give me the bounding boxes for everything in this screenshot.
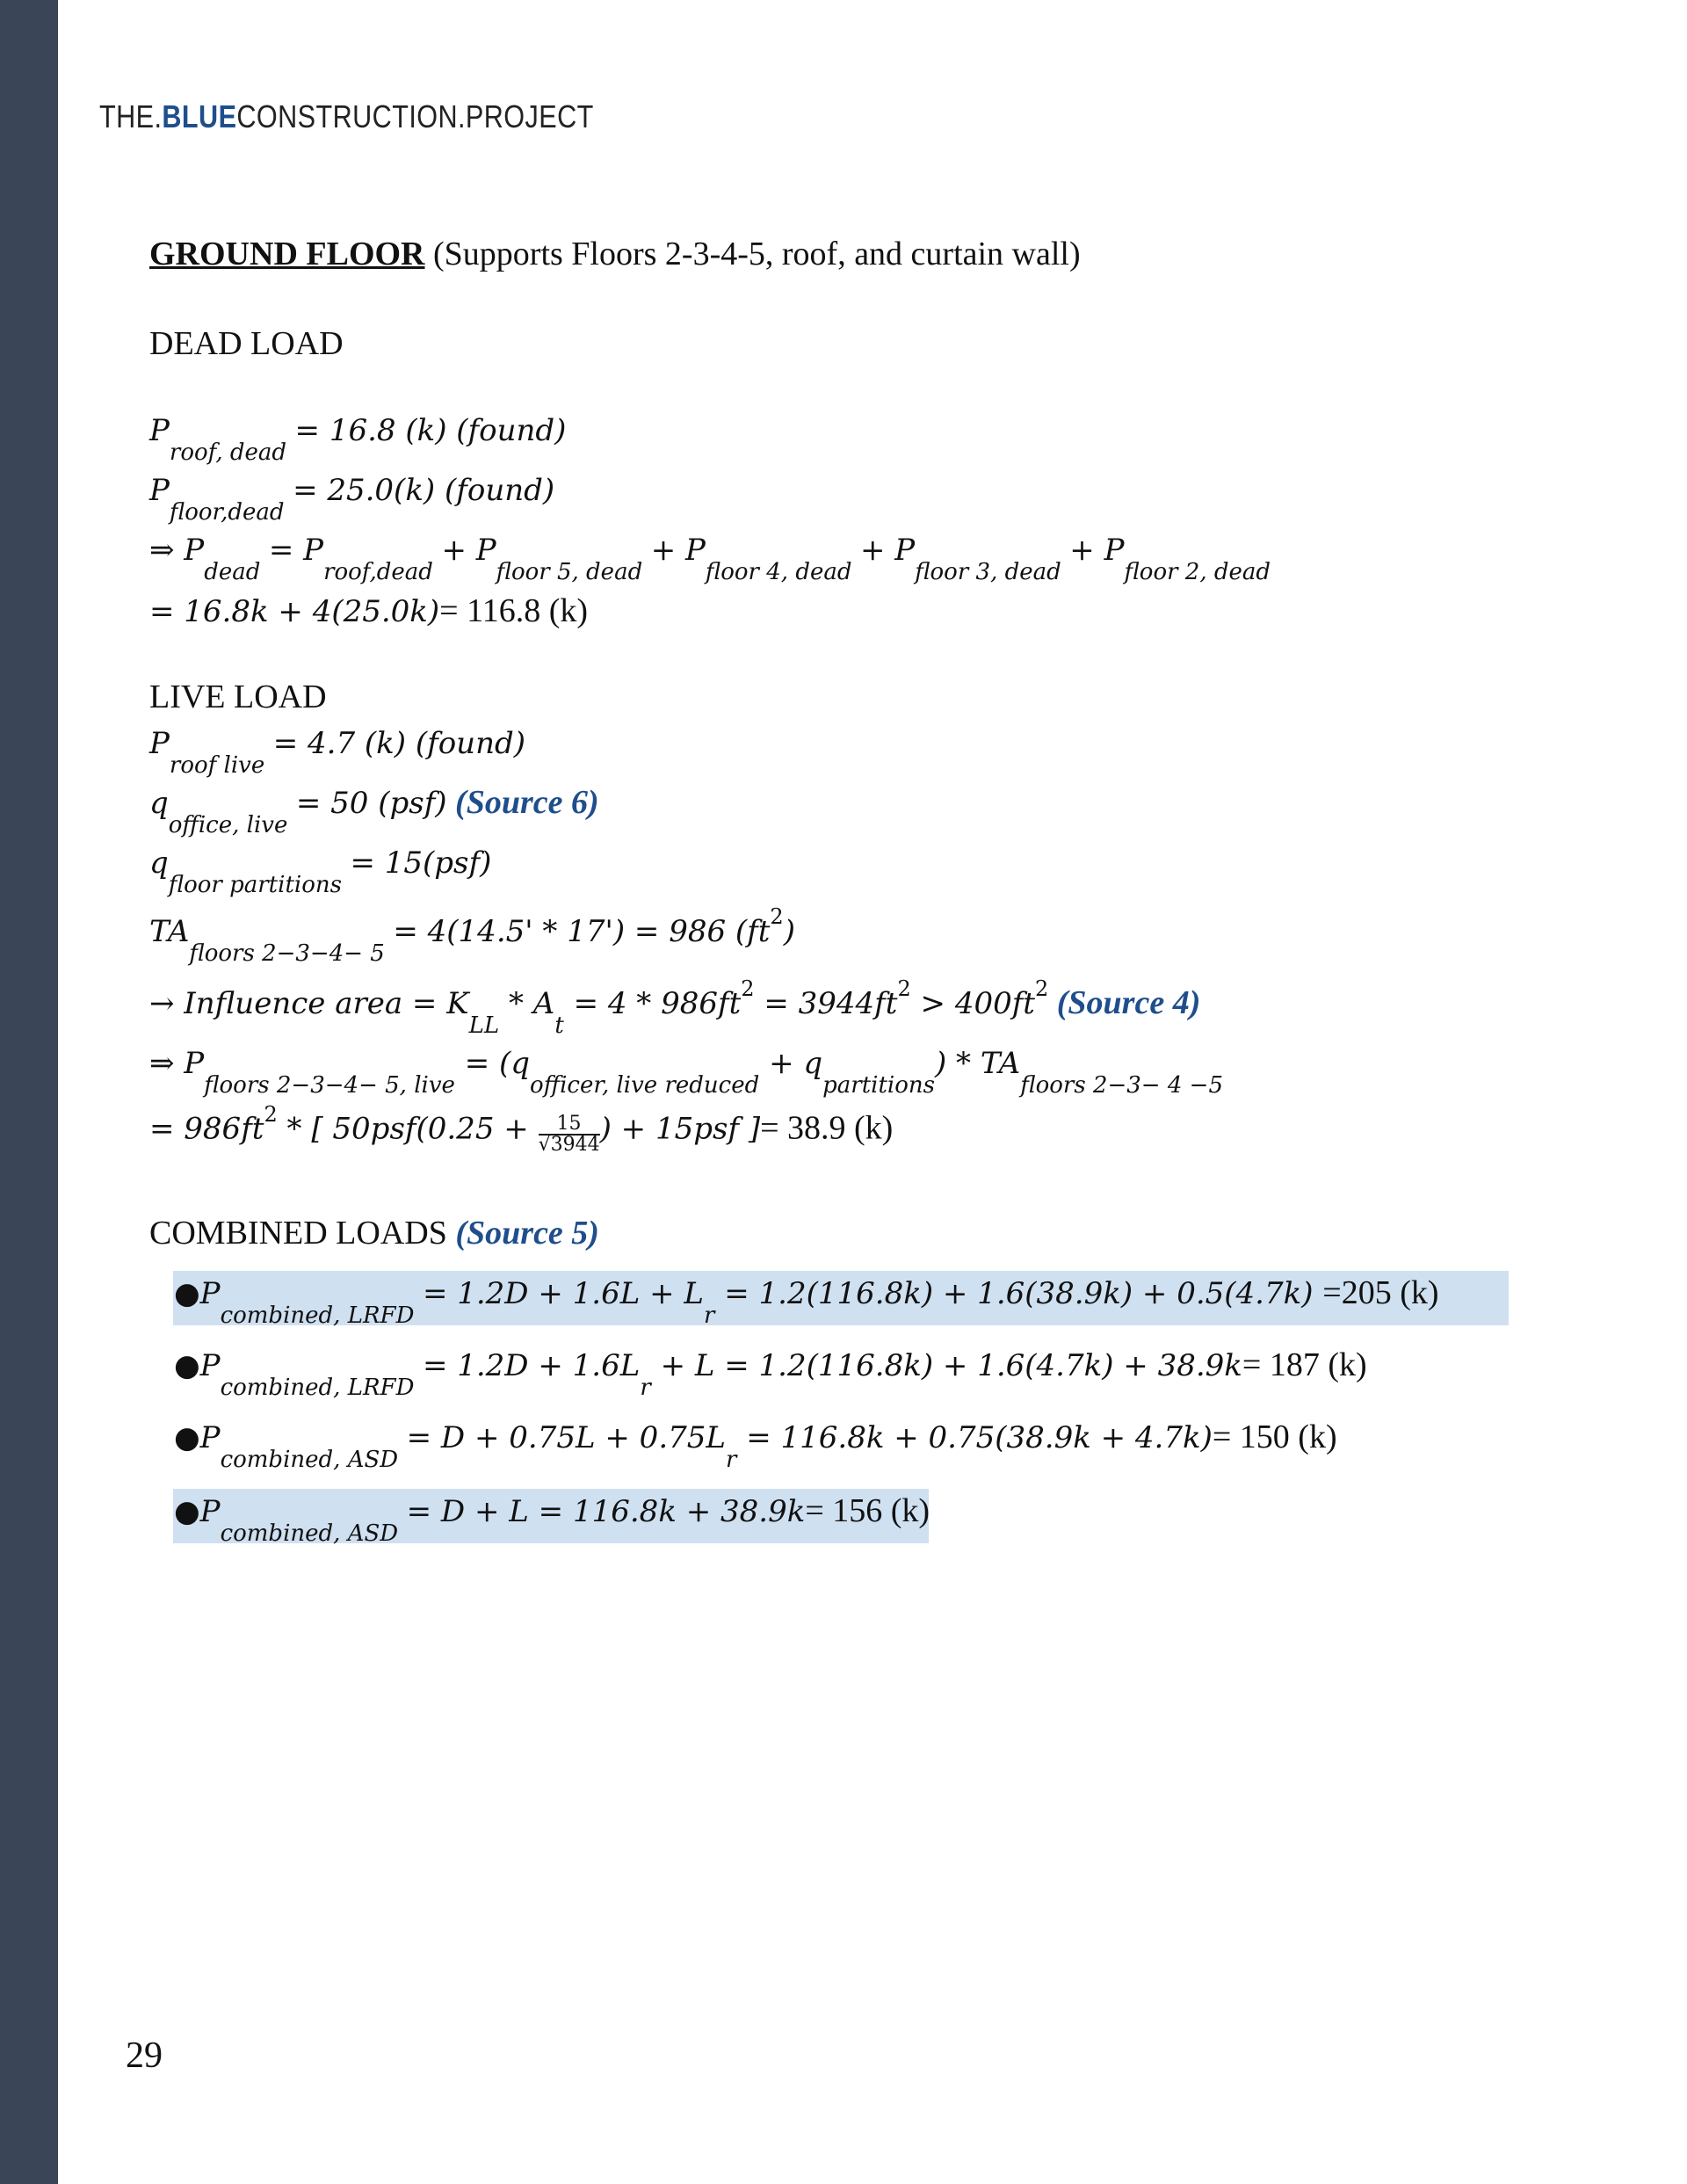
brand-prefix: THE. xyxy=(99,98,163,134)
brand-suffix: CONSTRUCTION.PROJECT xyxy=(236,98,594,134)
p-roof-live-eq: $P_{roof live} = 4.7$ (k) (found) xyxy=(149,726,525,779)
page-sidebar-band xyxy=(0,0,58,2184)
dead-load-heading: DEAD LOAD xyxy=(149,325,344,362)
combined-row-lrfd-2: $●P_{combined, LRFD} = 1.2D + 1.6L_r + L = 1.2(116.8k) + 1.6(4.7k) + 38.9k= 187$ (k) xyxy=(174,1346,1367,1401)
combined-row-asd-2: $●P_{combined, ASD} = D + L = 116.8k + 38.9k= 156$ (k) xyxy=(174,1492,930,1547)
ta-floors-eq: $TA_{floors 2-3-4- 5} = 4(14.5' * 17') = 986$ $(ft^2)$ xyxy=(149,904,795,967)
q-office-live-eq: $q_{office, live} = 50$ (psf) (Source 6) xyxy=(149,784,599,838)
page-number: 29 xyxy=(126,2035,163,2076)
live-load-heading: LIVE LOAD xyxy=(149,678,327,715)
section-subtitle: (Supports Floors 2-3-4-5, roof, and curtain wall) xyxy=(433,236,1081,272)
live-calc-eq: = $986ft^2$ * [ 50psf(0.25 + $\frac{15}{√3944}$ ) + 15psf ]= 38.9 (k) xyxy=(149,1101,894,1156)
source-4-ref: (Source 4) xyxy=(1056,984,1201,1021)
p-dead-sum-eq: ⇒ $P_{dead} = P_{roof,dead} + P_{floor 5, dead} + P_{floor 4, dead} + P_{floor 3, dead} + P_{floor 2, dead}$ xyxy=(149,533,1271,585)
combined-loads-heading: COMBINED LOADS (Source 5) xyxy=(149,1215,599,1252)
q-partitions-eq: $q_{floor partitions} = 15(psf)$ xyxy=(149,845,492,898)
fraction: $\frac{15}{√3944}$ xyxy=(538,1113,600,1156)
brand-header xyxy=(99,98,594,135)
p-dead-result: = 16.8k + 4(25.0k)= 116.8 (k) xyxy=(149,592,589,629)
section-title-line xyxy=(149,237,1081,271)
brand-blue: BLUE xyxy=(162,98,237,134)
section-title: GROUND FLOOR xyxy=(149,236,425,272)
p-floors-live-eq: ⇒ $P_{floors 2-3-4- 5, live} = (q_{officer, live reduced} + q_{partitions}) * TA_{floors 2-3- 4 -5}$ xyxy=(149,1046,1223,1099)
p-floor-dead-eq: $P_{floor,dead} = 25.0(k)$ (found) xyxy=(149,473,555,526)
influence-area-eq: → Influence area = $K_{LL} * A_t = 4 * 986ft^2 = 3944ft^2 > 400ft^2$ (Source 4) xyxy=(149,976,1201,1039)
source-6-ref: (Source 6) xyxy=(455,784,599,821)
source-5-ref: (Source 5) xyxy=(455,1215,599,1252)
combined-row-asd-1: $●P_{combined, ASD} = D + 0.75L + 0.75L_r = 116.8k + 0.75(38.9k + 4.7k)= 150$ (k) xyxy=(174,1419,1337,1473)
p-roof-dead-eq: $P_{roof, dead} = 16.8$ (k) (found) xyxy=(149,413,567,466)
combined-row-lrfd-1: $●P_{combined, LRFD} = 1.2D + 1.6L + L_r = 1.2(116.8k) + 1.6(38.9k) + 0.5(4.7k) =205$ (k) xyxy=(174,1274,1439,1329)
